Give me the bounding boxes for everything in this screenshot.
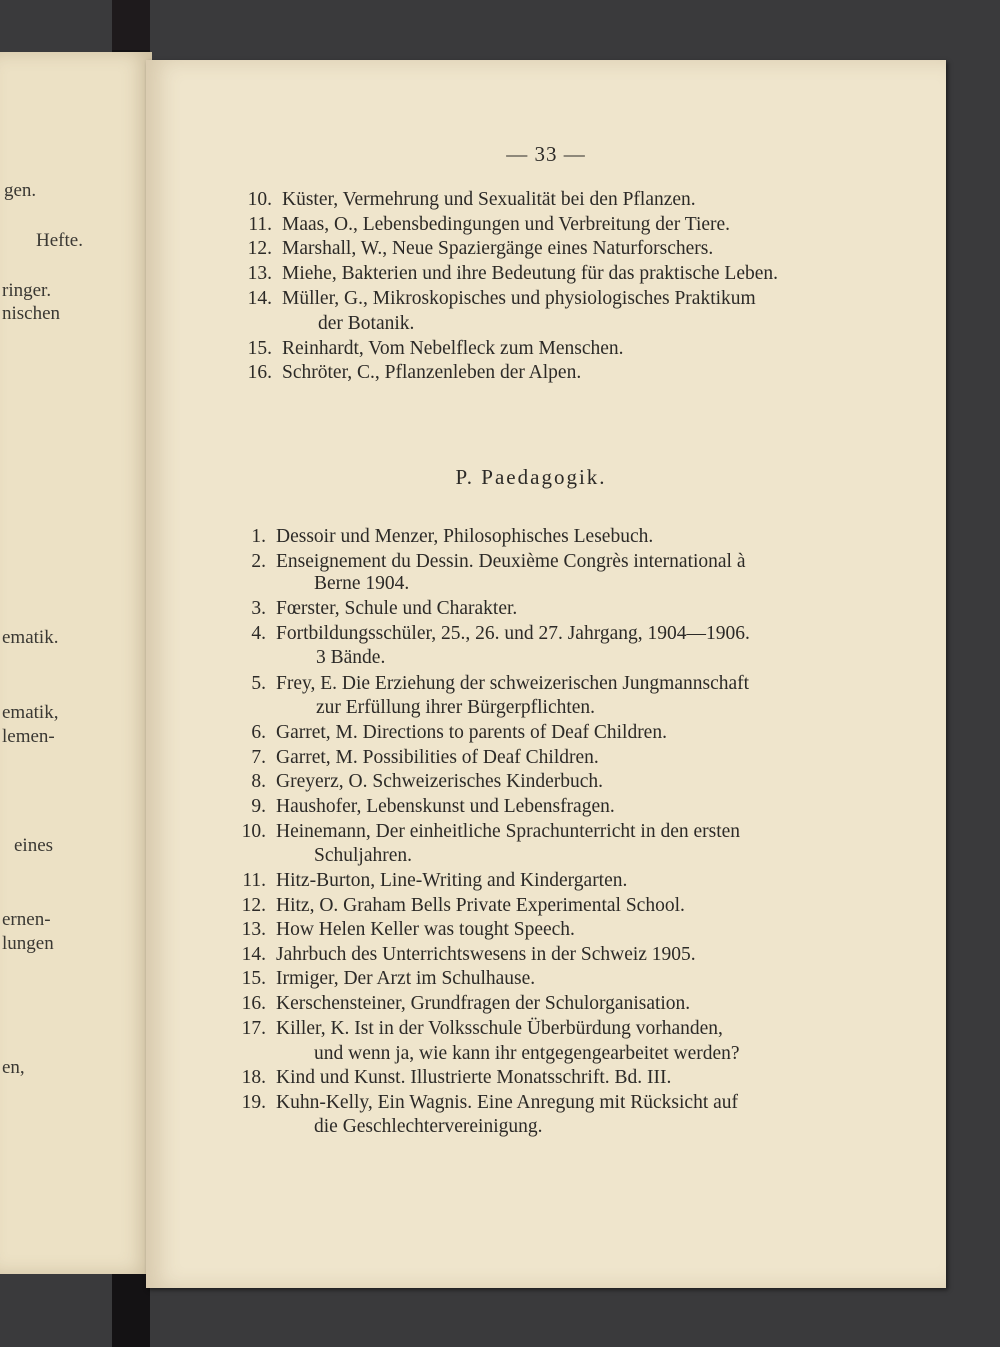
list-item-number: 16. xyxy=(247,362,272,383)
left-page-fragment: ernen- xyxy=(2,909,51,930)
list-item-number: 6. xyxy=(251,722,266,743)
spine-band xyxy=(112,0,150,50)
list-item-continuation: die Geschlechtervereinigung. xyxy=(314,1116,543,1137)
list-item-number: 17. xyxy=(241,1018,266,1039)
list-item-number: 12. xyxy=(241,895,266,916)
left-page-fragment: nischen xyxy=(2,303,61,324)
list-item-text: Kind und Kunst. Illustrierte Monatsschrift. Bd. III. xyxy=(276,1067,672,1088)
left-page-fragment: Hefte. xyxy=(36,230,83,251)
left-page-fragment: lemen- xyxy=(2,726,55,747)
left-page-fragment: ematik. xyxy=(2,627,59,648)
left-page-fragment: eines xyxy=(14,835,54,856)
list-item-number: 8. xyxy=(251,771,266,792)
list-item-text: Hitz-Burton, Line-Writing and Kindergarten. xyxy=(276,870,628,891)
list-item-number: 13. xyxy=(241,919,266,940)
left-page-fragment: en, xyxy=(2,1057,25,1078)
list-item-number: 7. xyxy=(251,747,266,768)
left-page xyxy=(0,52,152,1274)
list-item-number: 4. xyxy=(251,623,266,644)
list-item-number: 2. xyxy=(251,551,266,572)
list-item-text: Miehe, Bakterien und ihre Bedeutung für das praktische Leben. xyxy=(282,263,779,284)
list-item-number: 15. xyxy=(241,968,266,989)
list-item-text: Fœrster, Schule und Charakter. xyxy=(276,598,518,619)
list-item-text: Müller, G., Mikroskopisches und physiologisches Praktikum xyxy=(282,288,756,309)
list-item-number: 1. xyxy=(251,526,266,547)
list-item-continuation: Berne 1904. xyxy=(314,573,410,594)
list-item-text: Küster, Vermehrung und Sexualität bei den Pflanzen. xyxy=(282,189,696,210)
list-item-continuation: der Botanik. xyxy=(318,313,415,334)
list-item-text: Heinemann, Der einheitliche Sprachunterricht in den ersten xyxy=(276,821,741,842)
left-page-fragment: gen. xyxy=(4,180,37,201)
list-item-number: 16. xyxy=(241,993,266,1014)
page-number: — 33 — xyxy=(506,142,586,166)
list-item-number: 13. xyxy=(247,263,272,284)
list-item-text: Garret, M. Possibilities of Deaf Children. xyxy=(276,747,599,768)
list-item-text: Haushofer, Lebenskunst und Lebensfragen. xyxy=(276,796,615,817)
list-item-number: 18. xyxy=(241,1067,266,1088)
list-item-text: Reinhardt, Vom Nebelfleck zum Menschen. xyxy=(282,338,624,359)
list-item-continuation: und wenn ja, wie kann ihr entgegengearbeitet werden? xyxy=(314,1043,740,1064)
list-item-number: 15. xyxy=(247,338,272,359)
list-item-continuation: zur Erfüllung ihrer Bürgerpflichten. xyxy=(316,697,596,718)
list-item-continuation: 3 Bände. xyxy=(316,647,386,668)
list-item-text: Marshall, W., Neue Spaziergänge eines Naturforschers. xyxy=(282,238,714,259)
list-item-number: 12. xyxy=(247,238,272,259)
list-item-text: Killer, K. Ist in der Volksschule Überbürdung vorhanden, xyxy=(276,1018,723,1039)
right-page xyxy=(146,60,946,1288)
list-item-number: 5. xyxy=(251,673,266,694)
list-item-number: 10. xyxy=(241,821,266,842)
list-item-text: How Helen Keller was tought Speech. xyxy=(276,919,575,940)
list-item-text: Kerschensteiner, Grundfragen der Schulorganisation. xyxy=(276,993,691,1014)
list-item-text: Fortbildungsschüler, 25., 26. und 27. Jahrgang, 1904—1906. xyxy=(276,623,750,644)
list-item-number: 19. xyxy=(241,1092,266,1113)
list-item-text: Hitz, O. Graham Bells Private Experimental School. xyxy=(276,895,685,916)
list-item-number: 14. xyxy=(247,288,272,309)
list-item-number: 3. xyxy=(251,598,266,619)
list-item-text: Maas, O., Lebensbedingungen und Verbreitung der Tiere. xyxy=(282,214,731,235)
left-page-fragment: ematik, xyxy=(2,702,59,723)
list-item-number: 9. xyxy=(251,796,266,817)
list-item-text: Schröter, C., Pflanzenleben der Alpen. xyxy=(282,362,582,383)
list-item-text: Garret, M. Directions to parents of Deaf Children. xyxy=(276,722,667,743)
list-item-text: Dessoir und Menzer, Philosophisches Lesebuch. xyxy=(276,526,654,547)
section-heading: P. Paedagogik. xyxy=(455,465,607,489)
list-item-text: Jahrbuch des Unterrichtswesens in der Schweiz 1905. xyxy=(276,944,696,965)
list-item-number: 10. xyxy=(247,189,272,210)
list-item-number: 14. xyxy=(241,944,266,965)
left-page-fragment: ringer. xyxy=(2,280,52,301)
list-item-text: Irmiger, Der Arzt im Schulhause. xyxy=(276,968,536,989)
list-item-continuation: Schuljahren. xyxy=(314,845,413,866)
list-item-text: Kuhn-Kelly, Ein Wagnis. Eine Anregung mit Rücksicht auf xyxy=(276,1092,739,1113)
list-item-text: Frey, E. Die Erziehung der schweizerischen Jungmannschaft xyxy=(276,673,750,694)
list-item-number: 11. xyxy=(248,214,272,235)
list-item-number: 11. xyxy=(242,870,266,891)
list-item-text: Greyerz, O. Schweizerisches Kinderbuch. xyxy=(276,771,604,792)
left-page-fragment: lungen xyxy=(2,933,54,954)
list-item-text: Enseignement du Dessin. Deuxième Congrès international à xyxy=(276,551,746,572)
